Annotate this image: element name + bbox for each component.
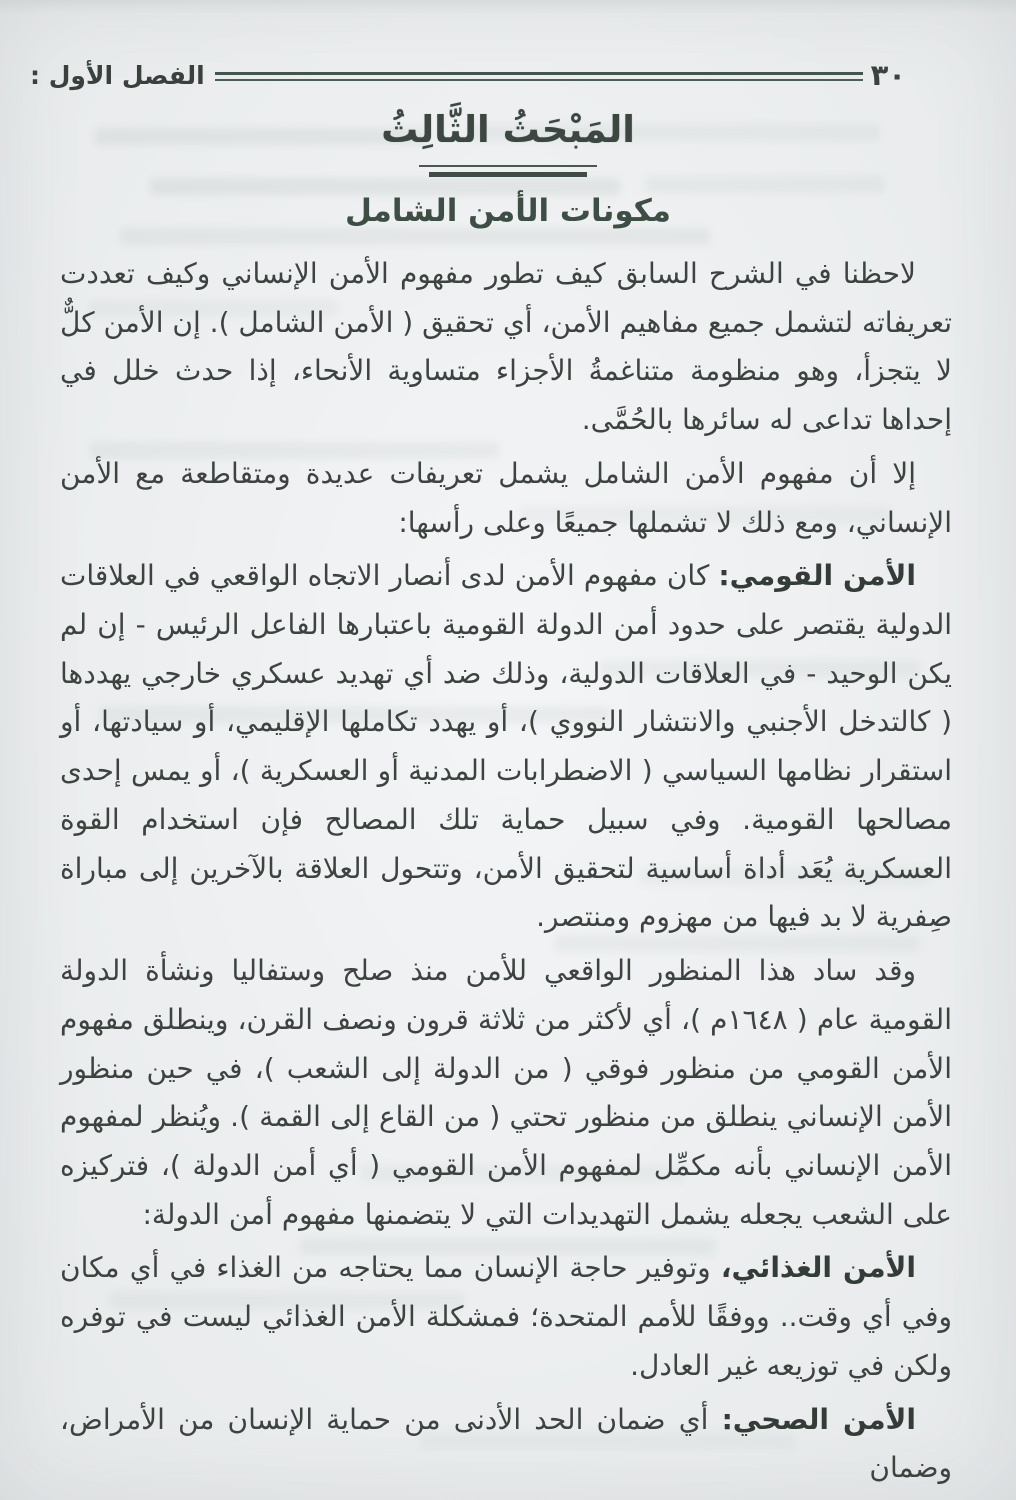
paragraph-text: إلا أن مفهوم الأمن الشامل يشمل تعريفات عديدة ومتقاطعة مع الأمن الإنساني، ومع ذلك لا تشملها جميعًا وعلى رأسها: <box>60 456 952 539</box>
header-rule <box>215 72 863 81</box>
paragraph-health-security <box>60 1396 952 1493</box>
paragraph-text: كان مفهوم الأمن لدى أنصار الاتجاه الواقعي في العلاقات الدولية يقتصر على حدود أمن الدولة القومية باعتبارها الفاعل الرئيس - إن لم يكن الوحيد - في العلاقات الدولية، وذلك ضد أي تهديد عسكري خارجي يهددها ( كالتدخل الأجنبي والانتشار النووي )، أو يهدد تكاملها الإقليمي، أو سيادتها، أو استقرار نظامها السياسي ( الاضطرابات المدنية أو العسكرية )، أو يمس إحدى مصالحها القومية. وفي سبيل حماية تلك المصالح فإن استخدام القوة العسكرية يُعَد أداة أساسية لتحقيق الأمن، وتتحول العلاقة بالآخرين إلى مباراة صِفرية لا بد فيها من مهزوم ومنتصر. <box>60 559 952 934</box>
paragraph-text: لاحظنا في الشرح السابق كيف تطور مفهوم الأمن الإنساني وكيف تعددت تعريفاته لتشمل جميع مفاهيم الأمن، أي تحقيق ( الأمن الشامل ). إن الأمن كلٌّ لا يتجزأ، وهو منظومة متناغمةُ الأجزاء متساوية الأنحاء، إذا حدث خلل في إحداها تداعى له سائرها بالحُمَّى. <box>60 257 952 437</box>
paragraph-lead-national-security: الأمن القومي: <box>718 559 916 593</box>
page-number: ٣٠ <box>870 58 906 92</box>
title-ornament-rule-top <box>419 165 597 167</box>
chapter-label: الفصل الأول : <box>30 60 205 90</box>
paragraph-westphalia <box>60 947 952 1239</box>
paragraph-intro <box>60 250 952 445</box>
paragraph-text: أي ضمان الحد الأدنى من حماية الإنسان من الأمراض، وضمان <box>60 1402 952 1485</box>
paragraph-national-security <box>60 552 952 942</box>
paragraph-lead-food-security: الأمن الغذائي، <box>720 1251 916 1285</box>
calligraphic-section-title: المَبْحَثُ الثَّالِثُ <box>381 108 635 151</box>
paragraph-text: وقد ساد هذا المنظور الواقعي للأمن منذ صلح وستفاليا ونشأة الدولة القومية عام ( ١٦٤٨م )، أي لأكثر من ثلاثة قرون ونصف القرن، وينطلق مفهوم الأمن القومي من منظور فوقي ( من الدولة إلى الشعب )، في حين منظور الأمن الإنساني ينطلق من منظور تحتي ( من القاع إلى القمة ). ويُنظر لمفهوم الأمن الإنساني بأنه مكمِّل لمفهوم الأمن القومي ( أي أمن الدولة )، فتركيزه على الشعب يجعله يشمل التهديدات التي لا يتضمنها مفهوم أمن الدولة: <box>60 954 952 1231</box>
title-ornament-rule-bottom <box>429 172 587 177</box>
paragraph-comprehensive-security <box>60 450 952 547</box>
body-text <box>60 250 952 1498</box>
page-header <box>30 58 906 92</box>
paragraph-text: وتوفير حاجة الإنسان مما يحتاجه من الغذاء في أي مكان وفي أي وقت.. ووفقًا للأمم المتحدة؛ فمشكلة الأمن الغذائي ليست في توفره ولكن في توزيعه غير العادل. <box>60 1251 952 1382</box>
section-title-block <box>0 108 1016 229</box>
paragraph-lead-health-security: الأمن الصحي: <box>721 1402 917 1436</box>
section-heading: مكونات الأمن الشامل <box>345 193 671 229</box>
paragraph-food-security <box>60 1244 952 1390</box>
